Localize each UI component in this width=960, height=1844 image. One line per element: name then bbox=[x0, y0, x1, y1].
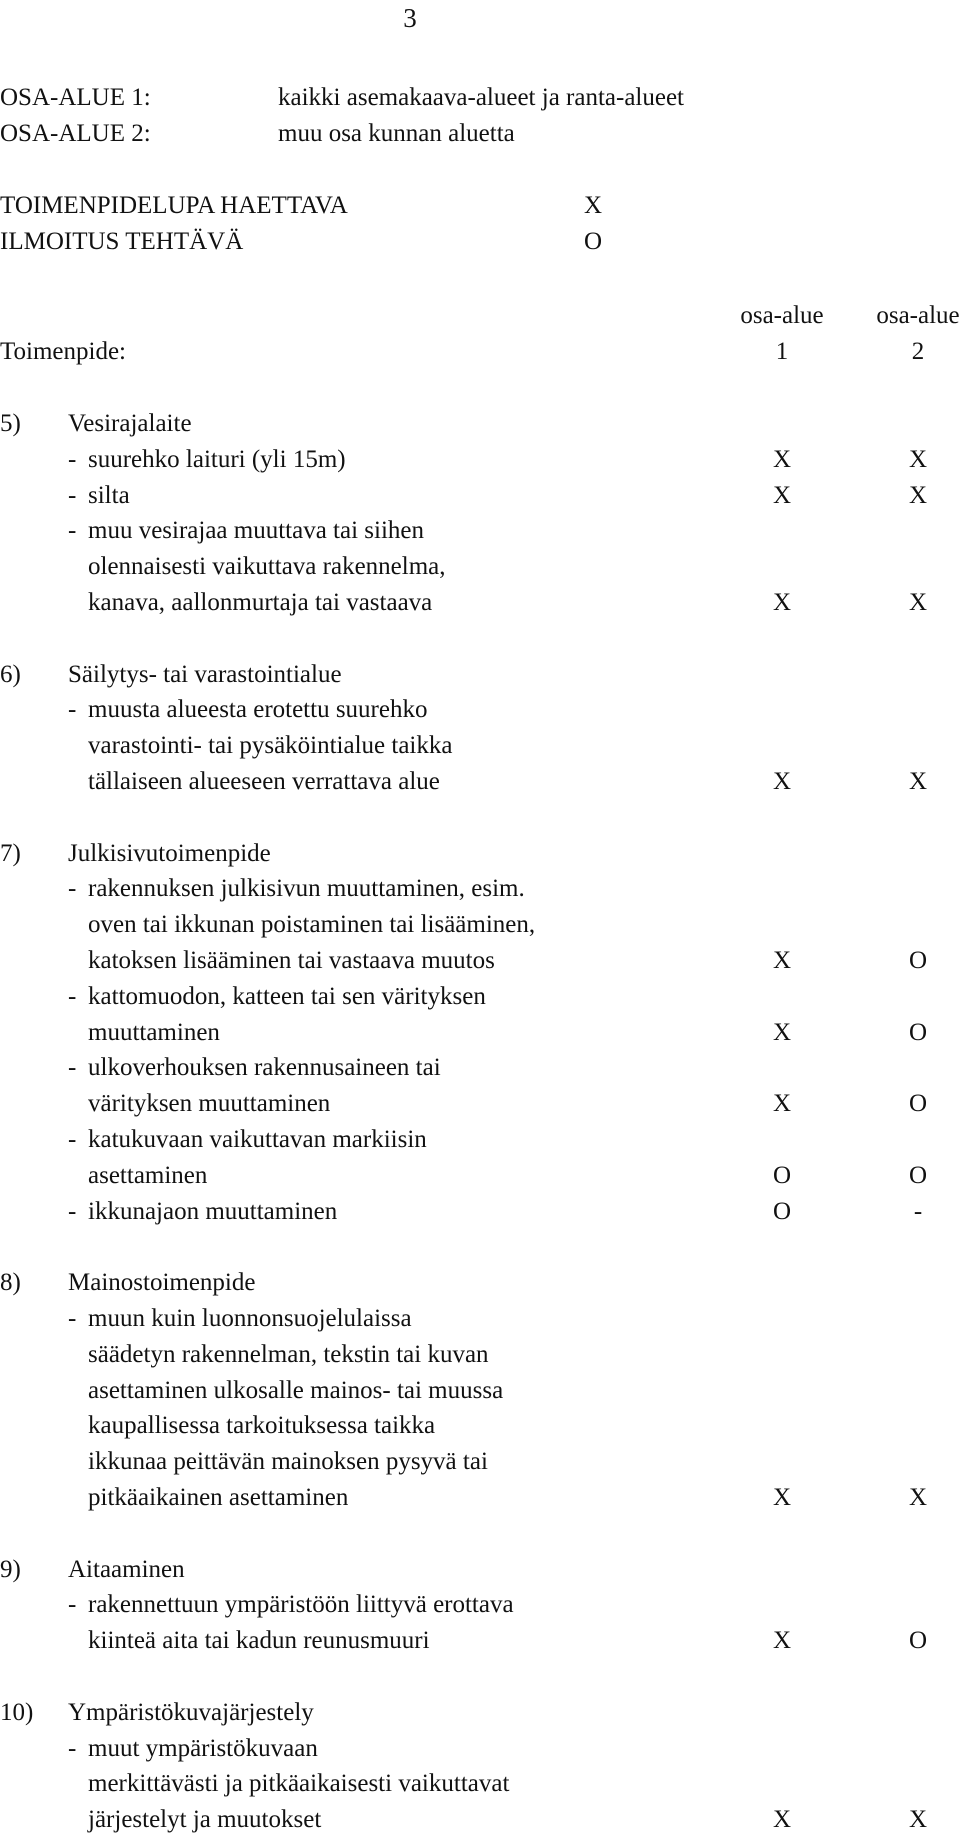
area-1-requirement: X bbox=[772, 1018, 792, 1046]
section-number: 9) bbox=[0, 1555, 21, 1583]
item-bullet: - bbox=[68, 1591, 77, 1619]
area-1-requirement: X bbox=[772, 1090, 792, 1118]
column-2-heading: osa-alue bbox=[876, 302, 960, 329]
legend-notice-label: ILMOITUS TEHTÄVÄ bbox=[0, 228, 244, 255]
area-1-requirement: X bbox=[772, 768, 792, 795]
area-2-requirement: O bbox=[908, 947, 928, 974]
item-text-line: kaupallisessa tarkoituksessa taikka bbox=[88, 1412, 436, 1440]
area-1-requirement: X bbox=[772, 481, 792, 509]
section-title: Vesirajalaite bbox=[68, 410, 192, 437]
item-text-line: silta bbox=[88, 481, 130, 509]
area-2-requirement: O bbox=[908, 1090, 928, 1118]
item-text-line: olennaisesti vaikuttava rakennelma, bbox=[88, 553, 446, 581]
section-title: Ympäristökuvajärjestely bbox=[68, 1698, 314, 1726]
area-1-requirement: X bbox=[772, 947, 792, 974]
item-text-line: asettaminen bbox=[88, 1161, 208, 1189]
item-text-line: muut ympäristökuvaan bbox=[88, 1734, 318, 1762]
section-title: Julkisivutoimenpide bbox=[68, 839, 271, 867]
item-bullet: - bbox=[68, 1197, 77, 1225]
item-text-line: muuttaminen bbox=[88, 1018, 220, 1046]
area-1-requirement: X bbox=[772, 445, 792, 473]
area-2-requirement: X bbox=[908, 1484, 928, 1511]
item-text-line: katukuvaan vaikuttavan markiisin bbox=[88, 1126, 427, 1153]
item-bullet: - bbox=[68, 1305, 77, 1332]
item-text-line: pitkäaikainen asettaminen bbox=[88, 1484, 349, 1511]
area-1-requirement: O bbox=[772, 1161, 792, 1189]
item-text-line: tällaiseen alueeseen verrattava alue bbox=[88, 768, 440, 795]
item-text-line: kattomuodon, katteen tai sen värityksen bbox=[88, 982, 486, 1010]
item-text-line: kanava, aallonmurtaja tai vastaava bbox=[88, 589, 433, 616]
area-2-requirement: X bbox=[908, 589, 928, 616]
section-number: 8) bbox=[0, 1269, 21, 1297]
item-bullet: - bbox=[68, 1126, 77, 1153]
area-1-requirement: O bbox=[772, 1197, 792, 1225]
area-1-requirement: X bbox=[772, 589, 792, 616]
item-bullet: - bbox=[68, 982, 77, 1010]
item-text-line: kiinteä aita tai kadun reunusmuuri bbox=[88, 1627, 430, 1655]
item-bullet: - bbox=[68, 696, 77, 724]
area-2-requirement: X bbox=[908, 768, 928, 795]
item-text-line: merkittävästi ja pitkäaikaisesti vaikuttavat bbox=[88, 1770, 510, 1798]
item-text-line: muu vesirajaa muuttava tai siihen bbox=[88, 517, 425, 545]
section-number: 7) bbox=[0, 839, 21, 867]
column-1-number: 1 bbox=[775, 338, 789, 365]
item-text-line: rakennuksen julkisivun muuttaminen, esim. bbox=[88, 875, 525, 903]
column-2-number: 2 bbox=[911, 338, 925, 365]
item-text-line: varastointi- tai pysäköintialue taikka bbox=[88, 732, 453, 760]
item-text-line: värityksen muuttaminen bbox=[88, 1090, 331, 1118]
item-text-line: ikkunaa peittävän mainoksen pysyvä tai bbox=[88, 1448, 488, 1476]
item-text-line: muusta alueesta erotettu suurehko bbox=[88, 696, 428, 724]
area-2-requirement: O bbox=[908, 1627, 928, 1655]
area-2-requirement: X bbox=[908, 481, 928, 509]
section-title: Säilytys- tai varastointialue bbox=[68, 660, 342, 688]
item-text-line: ulkoverhouksen rakennusaineen tai bbox=[88, 1054, 441, 1082]
legend-permit-symbol: X bbox=[584, 192, 603, 219]
area-2-label: OSA-ALUE 2: bbox=[0, 120, 151, 147]
item-bullet: - bbox=[68, 481, 77, 509]
item-text-line: suurehko laituri (yli 15m) bbox=[88, 445, 346, 473]
section-number: 5) bbox=[0, 410, 21, 437]
item-bullet: - bbox=[68, 1054, 77, 1082]
section-number: 10) bbox=[0, 1698, 34, 1726]
item-text-line: asettaminen ulkosalle mainos- tai muussa bbox=[88, 1376, 504, 1404]
item-bullet: - bbox=[68, 875, 77, 903]
item-text-line: muun kuin luonnonsuojelulaissa bbox=[88, 1305, 412, 1332]
toimenpide-heading: Toimenpide: bbox=[0, 338, 127, 365]
legend-permit-label: TOIMENPIDELUPA HAETTAVA bbox=[0, 192, 348, 219]
column-1-heading: osa-alue bbox=[740, 302, 824, 329]
item-bullet: - bbox=[68, 517, 77, 545]
item-text-line: ikkunajaon muuttaminen bbox=[88, 1197, 338, 1225]
area-1-requirement: X bbox=[772, 1627, 792, 1655]
area-2-requirement: X bbox=[908, 445, 928, 473]
item-bullet: - bbox=[68, 445, 77, 473]
item-bullet: - bbox=[68, 1734, 77, 1762]
area-2-requirement: - bbox=[913, 1197, 923, 1225]
area-2-requirement: O bbox=[908, 1018, 928, 1046]
section-number: 6) bbox=[0, 660, 21, 688]
area-1-text: kaikki asemakaava-alueet ja ranta-alueet bbox=[278, 84, 685, 111]
area-2-text: muu osa kunnan aluetta bbox=[278, 120, 515, 147]
item-text-line: järjestelyt ja muutokset bbox=[88, 1806, 322, 1834]
area-1-label: OSA-ALUE 1: bbox=[0, 84, 151, 111]
item-text-line: katoksen lisääminen tai vastaava muutos bbox=[88, 947, 495, 974]
item-text-line: säädetyn rakennelman, tekstin tai kuvan bbox=[88, 1340, 489, 1368]
area-2-requirement: O bbox=[908, 1161, 928, 1189]
area-1-requirement: X bbox=[772, 1806, 792, 1834]
area-2-requirement: X bbox=[908, 1806, 928, 1834]
item-text-line: oven tai ikkunan poistaminen tai lisääminen, bbox=[88, 911, 536, 939]
legend-notice-symbol: O bbox=[584, 228, 603, 255]
item-text-line: rakennettuun ympäristöön liittyvä erottava bbox=[88, 1591, 514, 1619]
area-1-requirement: X bbox=[772, 1484, 792, 1511]
section-title: Aitaaminen bbox=[68, 1555, 185, 1583]
page-number: 3 bbox=[403, 3, 417, 33]
section-title: Mainostoimenpide bbox=[68, 1269, 256, 1297]
